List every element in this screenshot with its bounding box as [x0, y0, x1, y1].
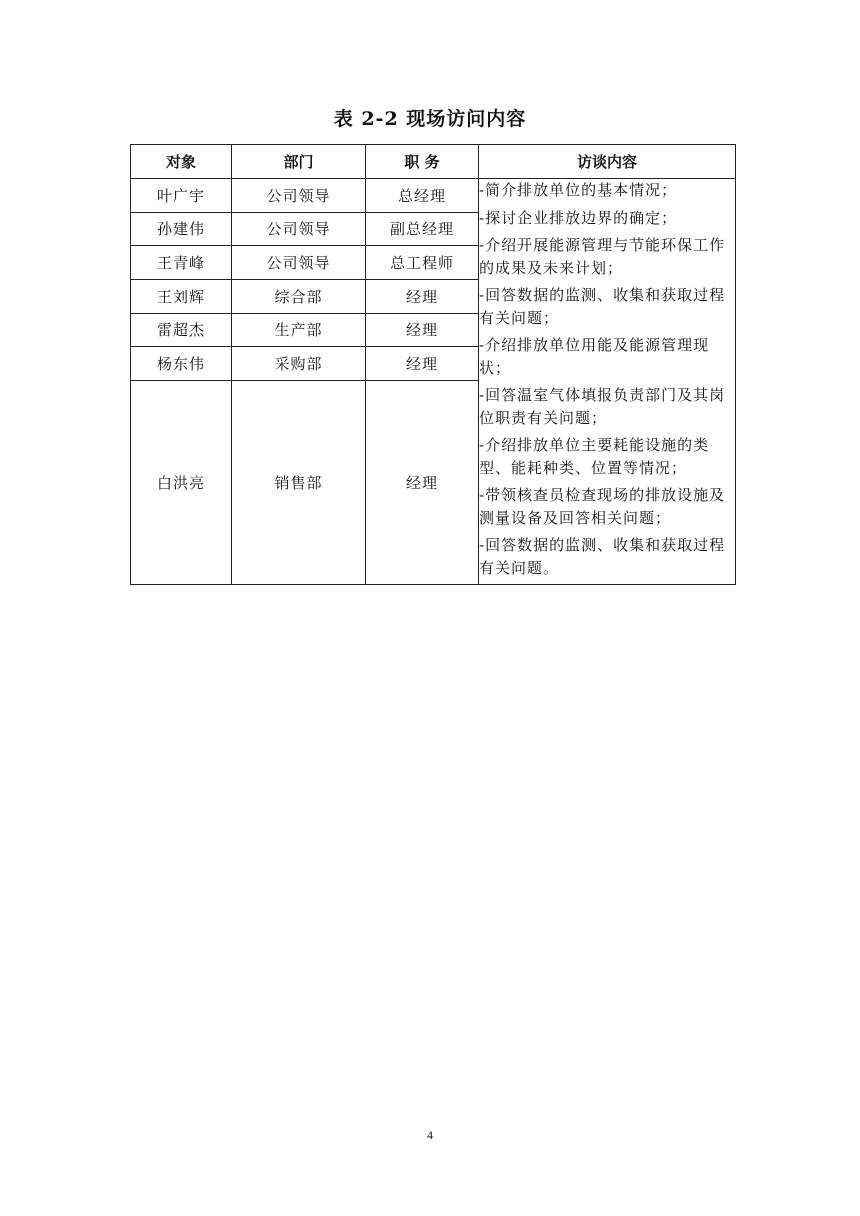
- position-cell: 经理: [366, 380, 479, 584]
- table-row: [131, 179, 736, 213]
- department-cell: 公司领导: [232, 246, 366, 280]
- page-number: 4: [427, 1128, 433, 1142]
- position-cell: 经理: [366, 347, 479, 381]
- content-item: -带领核查员检查现场的排放设施及测量设备及回答相关问题；: [479, 486, 726, 527]
- content-item: -简介排放单位的基本情况；: [479, 181, 678, 199]
- content-item: -介绍开展能源管理与节能环保工作的成果及未来计划；: [479, 236, 726, 277]
- position-cell: 总经理: [366, 179, 479, 213]
- department-cell: 生产部: [232, 313, 366, 347]
- department-cell: 公司领导: [232, 212, 366, 246]
- position-cell: 经理: [366, 279, 479, 313]
- table-header-row: [131, 145, 736, 179]
- content-item: -介绍排放单位主要耗能设施的类型、能耗种类、位置等情况；: [479, 436, 710, 477]
- person-cell: 雷超杰: [131, 313, 232, 347]
- department-cell: 采购部: [232, 347, 366, 381]
- table-caption: 表 2-2 现场访问内容: [333, 108, 527, 130]
- interview-table: [130, 144, 736, 585]
- header-position: 职 务: [366, 145, 479, 179]
- person-cell: 王刘辉: [131, 279, 232, 313]
- department-cell: 公司领导: [232, 179, 366, 213]
- position-cell: 经理: [366, 313, 479, 347]
- header-department: 部门: [232, 145, 366, 179]
- person-cell: 白洪亮: [131, 380, 232, 584]
- person-cell: 王青峰: [131, 246, 232, 280]
- interview-content-cell: [479, 179, 736, 585]
- content-item: -回答温室气体填报负责部门及其岗位职责有关问题；: [479, 386, 726, 427]
- position-cell: 副总经理: [366, 212, 479, 246]
- person-cell: 孙建伟: [131, 212, 232, 246]
- content-item: -介绍排放单位用能及能源管理现状；: [479, 336, 710, 377]
- header-interview-content: 访谈内容: [479, 145, 736, 179]
- department-cell: 综合部: [232, 279, 366, 313]
- person-cell: 叶广宇: [131, 179, 232, 213]
- department-cell: 销售部: [232, 380, 366, 584]
- person-cell: 杨东伟: [131, 347, 232, 381]
- content-item: -回答数据的监测、收集和获取过程有关问题；: [479, 286, 726, 327]
- content-item: -回答数据的监测、收集和获取过程有关问题。: [479, 536, 726, 577]
- position-cell: 总工程师: [366, 246, 479, 280]
- content-item: -探讨企业排放边界的确定；: [479, 208, 678, 227]
- header-person: 对象: [131, 145, 232, 179]
